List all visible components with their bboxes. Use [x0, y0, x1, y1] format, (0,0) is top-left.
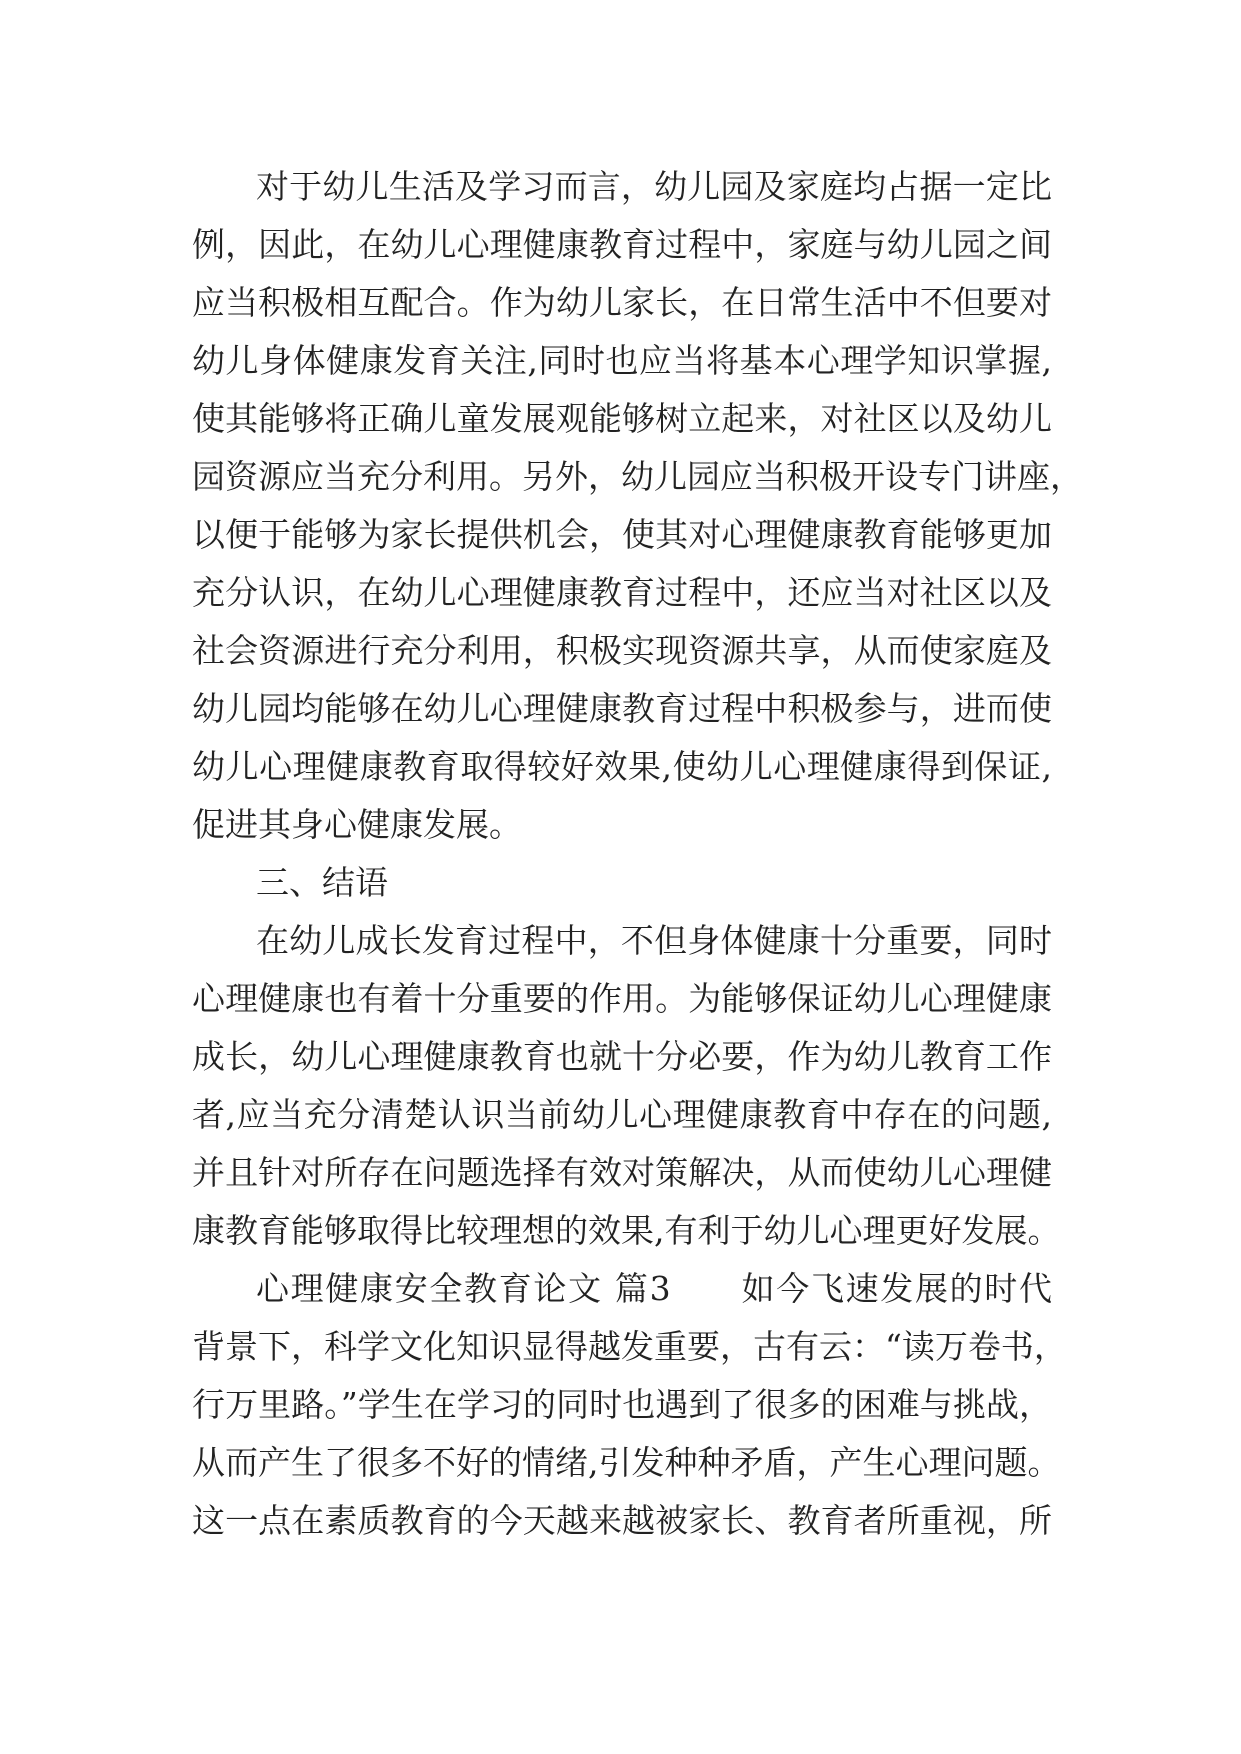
- paragraph-1: [192, 158, 1083, 854]
- text-line: 心理健康也有着十分重要的作用。为能够保证幼儿心理健康: [192, 979, 1052, 1018]
- text-line: 心理健康安全教育论文 篇3 如今飞速发展的时代: [256, 1269, 1052, 1308]
- paragraph-3: [192, 1260, 1067, 1550]
- text-line: 使其能够将正确儿童发展观能够树立起来，对社区以及幼儿: [192, 399, 1052, 438]
- text-line: 对于幼儿生活及学习而言，幼儿园及家庭均占据一定比: [256, 167, 1052, 206]
- text-line: 幼儿心理健康教育取得较好效果,使幼儿心理健康得到保证,: [192, 747, 1052, 786]
- text-line: 幼儿身体健康发育关注,同时也应当将基本心理学知识掌握,: [192, 341, 1052, 380]
- text-line: 充分认识，在幼儿心理健康教育过程中，还应当对社区以及: [192, 573, 1052, 612]
- text-line: 康教育能够取得比较理想的效果,有利于幼儿心理更好发展。: [192, 1211, 1061, 1250]
- section-heading: 三、结语: [256, 863, 388, 902]
- body-text: [192, 158, 1083, 1550]
- text-line: 者,应当充分清楚认识当前幼儿心理健康教育中存在的问题,: [192, 1095, 1052, 1134]
- text-line: 以便于能够为家长提供机会，使其对心理健康教育能够更加: [192, 515, 1052, 554]
- text-line: 应当积极相互配合。作为幼儿家长，在日常生活中不但要对: [192, 283, 1052, 322]
- text-line: 社会资源进行充分利用，积极实现资源共享，从而使家庭及: [192, 631, 1052, 670]
- paragraph-2: [192, 912, 1061, 1260]
- text-line: 成长，幼儿心理健康教育也就十分必要，作为幼儿教育工作: [192, 1037, 1052, 1076]
- text-line: 背景下，科学文化知识显得越发重要，古有云：“读万卷书，: [192, 1327, 1067, 1366]
- text-line: 园资源应当充分利用。另外，幼儿园应当积极开设专门讲座，: [192, 457, 1083, 496]
- text-line: 幼儿园均能够在幼儿心理健康教育过程中积极参与，进而使: [192, 689, 1052, 728]
- text-line: 这一点在素质教育的今天越来越被家长、教育者所重视，所: [192, 1501, 1052, 1540]
- text-line: 行万里路。”学生在学习的同时也遇到了很多的困难与挑战，: [192, 1385, 1052, 1424]
- text-line: 促进其身心健康发展。: [192, 805, 522, 844]
- text-line: 并且针对所存在问题选择有效对策解决，从而使幼儿心理健: [192, 1153, 1052, 1192]
- text-line: 从而产生了很多不好的情绪,引发种种矛盾，产生心理问题。: [192, 1443, 1061, 1482]
- text-line: 在幼儿成长发育过程中，不但身体健康十分重要，同时: [256, 921, 1052, 960]
- text-line: 例，因此，在幼儿心理健康教育过程中，家庭与幼儿园之间: [192, 225, 1052, 264]
